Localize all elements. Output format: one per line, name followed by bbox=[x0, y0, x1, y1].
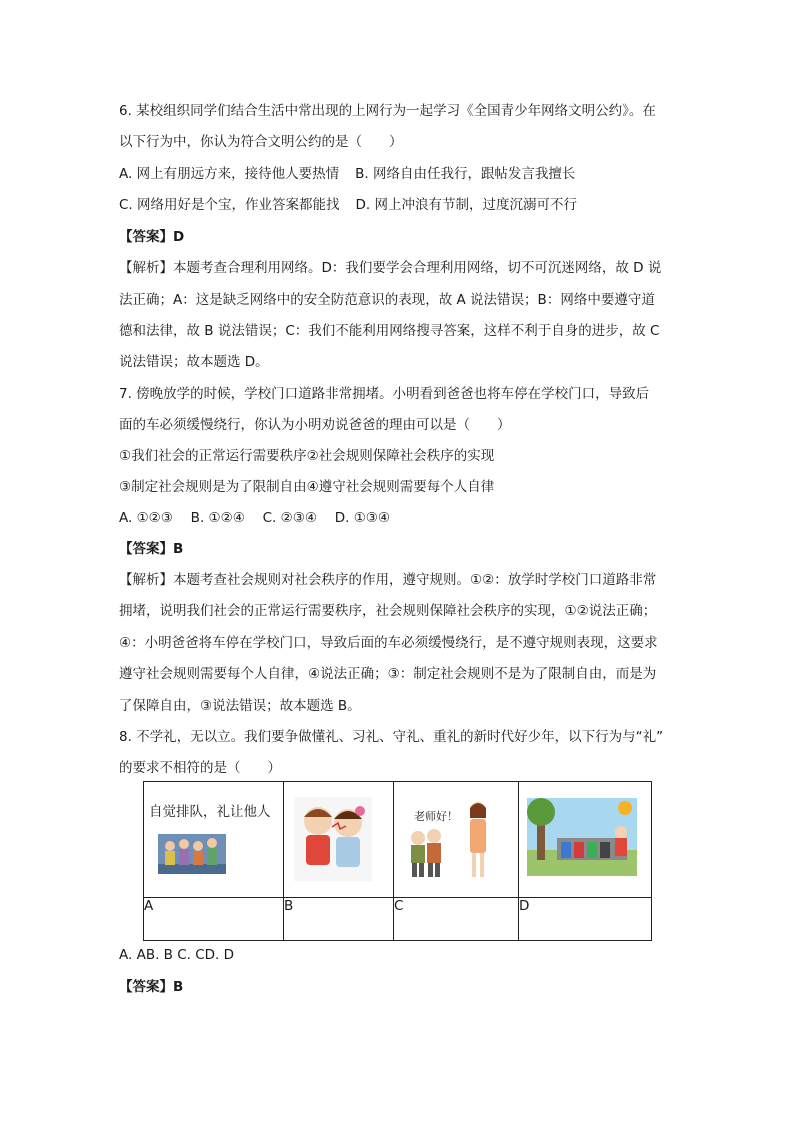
q8-options: A. AB. B C. CD. D bbox=[119, 947, 235, 963]
q6-options-ab bbox=[119, 164, 575, 184]
q8-label-d: D bbox=[519, 898, 652, 941]
q7-analysis-line2: 拥堵，说明我们社会的正常运行需要秩序，社会规则保障社会秩序的实现，①②说法正确； bbox=[119, 603, 657, 619]
q6-stem-line1: 6. 某校组织同学们结合生活中常出现的上网行为一起学习《全国青少年网络文明公约》。在 bbox=[119, 103, 656, 119]
q8-stem-line2: 的要求不相符的是（ ） bbox=[119, 760, 281, 776]
q8-picture-table bbox=[143, 781, 652, 941]
q6-analysis-line2: 法正确；A：这是缺乏网络中的安全防范意识的表现，故 A 说法错误；B：网络中要遵守道 bbox=[119, 292, 655, 308]
q8-label-b: B bbox=[284, 898, 394, 941]
q7-answer: 【答案】B bbox=[119, 541, 184, 557]
q6-stem-line2: 以下行为中，你认为符合文明公约的是（ ） bbox=[119, 134, 403, 150]
q6-option-c: C. 网络用好是个宝，作业答案都能找 bbox=[119, 197, 340, 213]
q8-speech-c: 老师好！ bbox=[414, 810, 458, 823]
q6-analysis-line4: 说法错误；故本题选 D。 bbox=[119, 354, 269, 370]
q6-option-d: D. 网上冲浪有节制，过度沉溺可不行 bbox=[355, 197, 577, 213]
q6-answer: 【答案】D bbox=[119, 229, 185, 245]
q8-cell-a-image bbox=[144, 782, 284, 898]
q8-label-a: A bbox=[144, 898, 284, 941]
q6-analysis-line1: 【解析】本题考查合理利用网络。D：我们要学会合理利用网络，切不可沉迷网络，故 D 说 bbox=[119, 260, 662, 276]
q6-option-a: A. 网上有朋远方来，接待他人要热情 bbox=[119, 166, 340, 182]
q8-stem-line1: 8. 不学礼，无以立。我们要争做懂礼、习礼、守礼、重礼的新时代好少年，以下行为与“礼” bbox=[119, 729, 664, 745]
q7-analysis-line5: 了保障自由，③说法错误；故本题选 B。 bbox=[119, 698, 361, 714]
q7-item-line2: ③制定社会规则是为了限制自由④遵守社会规则需要每个人自律 bbox=[119, 479, 495, 495]
q8-cell-b-image bbox=[284, 782, 394, 898]
q8-answer: 【答案】B bbox=[119, 979, 184, 995]
students-greeting-teacher-illustration-icon bbox=[402, 802, 512, 882]
children-coughing-illustration-icon bbox=[294, 797, 372, 881]
q8-cell-c-image bbox=[394, 782, 519, 898]
q7-stem-line1: 7. 傍晚放学的时候，学校门口道路非常拥堵。小明看到爸爸也将车停在学校门口，导致后 bbox=[119, 386, 650, 402]
q7-stem-line2: 面的车必须缓慢绕行，你认为小明劝说爸爸的理由可以是（ ） bbox=[119, 417, 511, 433]
q6-analysis-line3: 德和法律，故 B 说法错误；C：我们不能利用网络搜寻答案，这样不利于自身的进步，故 C bbox=[119, 323, 660, 339]
q7-options: A. ①②③ B. ①②④ C. ②③④ D. ①③④ bbox=[119, 510, 391, 526]
q7-item-line1: ①我们社会的正常运行需要秩序②社会规则保障社会秩序的实现 bbox=[119, 448, 495, 464]
q8-cell-d-image bbox=[519, 782, 652, 898]
q8-label-c: C bbox=[394, 898, 519, 941]
q7-analysis-line4: 遵守社会规则需要每个人自律，④说法正确；③：制定社会规则不是为了限制自由，而是为 bbox=[119, 666, 657, 682]
q6-option-b: B. 网络自由任我行，跟帖发言我擅长 bbox=[355, 166, 576, 182]
queue-illustration-icon bbox=[158, 834, 226, 874]
q8-caption-a: 自觉排队，礼让他人 bbox=[149, 804, 271, 820]
garbage-sorting-illustration-icon bbox=[527, 798, 637, 876]
q6-options-cd bbox=[119, 195, 577, 215]
q7-analysis-line1: 【解析】本题考查社会规则对社会秩序的作用，遵守规则。①②：放学时学校门口道路非常 bbox=[119, 572, 657, 588]
q7-analysis-line3: ④：小明爸爸将车停在学校门口，导致后面的车必须缓慢绕行，是不遵守规则表现，这要求 bbox=[119, 635, 658, 651]
